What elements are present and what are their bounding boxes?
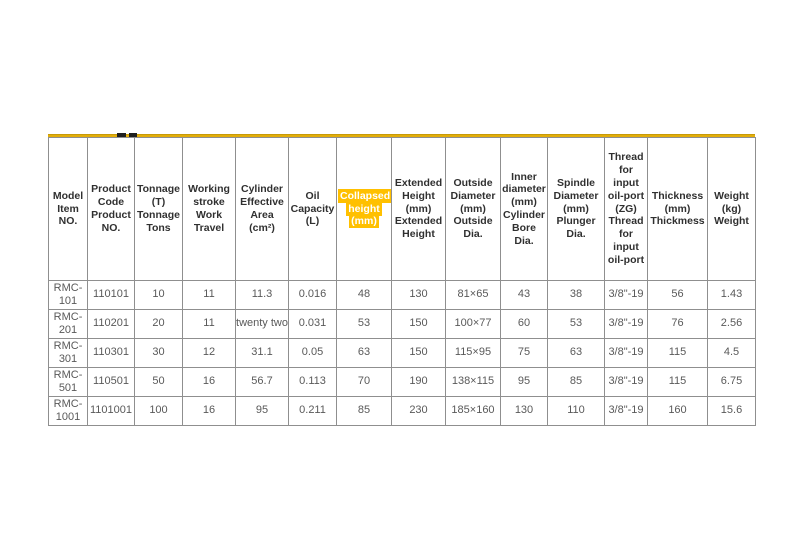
table-cell: 60 xyxy=(501,309,548,338)
table-row xyxy=(49,367,756,396)
header-text: Thickness (mm) Thickmess xyxy=(650,189,705,228)
spec-table-container xyxy=(48,134,755,426)
table-cell: 4.5 xyxy=(708,338,756,367)
table-cell: 110501 xyxy=(88,367,135,396)
table-cell: 0.031 xyxy=(289,309,337,338)
table-cell: RMC-301 xyxy=(49,338,88,367)
table-cell: 150 xyxy=(392,338,446,367)
table-cell: 110 xyxy=(548,396,605,425)
table-cell: 6.75 xyxy=(708,367,756,396)
table-cell: 20 xyxy=(135,309,183,338)
cropped-content-artifact xyxy=(129,133,137,137)
table-cell: 70 xyxy=(337,367,392,396)
table-header-row xyxy=(49,138,756,281)
table-cell: 100 xyxy=(135,396,183,425)
cropped-content-artifact xyxy=(117,133,126,137)
table-cell: 12 xyxy=(183,338,236,367)
column-header xyxy=(501,138,548,281)
table-row xyxy=(49,338,756,367)
table-cell: 56.7 xyxy=(236,367,289,396)
table-cell: 38 xyxy=(548,281,605,310)
column-header xyxy=(648,138,708,281)
table-cell: 1.43 xyxy=(708,281,756,310)
header-text: Tonnage (T) Tonnage Tons xyxy=(137,183,180,234)
table-cell: 16 xyxy=(183,367,236,396)
table-cell: 30 xyxy=(135,338,183,367)
table-cell: 75 xyxy=(501,338,548,367)
table-cell: RMC-201 xyxy=(49,309,88,338)
table-cell: RMC-101 xyxy=(49,281,88,310)
table-cell: 138×115 xyxy=(446,367,501,396)
table-cell: 43 xyxy=(501,281,548,310)
table-cell: 3/8"-19 xyxy=(605,309,648,338)
table-cell: 3/8"-19 xyxy=(605,338,648,367)
header-text: Model Item NO. xyxy=(52,189,84,228)
column-header xyxy=(236,138,289,281)
table-cell: RMC-1001 xyxy=(49,396,88,425)
table-cell: 115 xyxy=(648,338,708,367)
table-cell: 1101001 xyxy=(88,396,135,425)
table-cell: 110201 xyxy=(88,309,135,338)
table-cell: 115×95 xyxy=(446,338,501,367)
column-header xyxy=(605,138,648,281)
table-cell: 3/8"-19 xyxy=(605,367,648,396)
table-cell: 56 xyxy=(648,281,708,310)
table-cell: 130 xyxy=(501,396,548,425)
table-cell: 95 xyxy=(501,367,548,396)
highlighted-header-text: Collapsed height (mm) xyxy=(340,189,391,228)
column-header xyxy=(88,138,135,281)
table-cell: 3/8"-19 xyxy=(605,281,648,310)
table-cell: 100×77 xyxy=(446,309,501,338)
column-header xyxy=(289,138,337,281)
header-text: Extended Height (mm) Extended Height xyxy=(394,177,443,241)
table-row xyxy=(49,396,756,425)
table-cell: 50 xyxy=(135,367,183,396)
table-cell: 63 xyxy=(548,338,605,367)
header-text: Inner diameter (mm) Cylinder Bore Dia. xyxy=(502,170,546,247)
table-cell: 11.3 xyxy=(236,281,289,310)
table-cell: 110301 xyxy=(88,338,135,367)
table-cell: 150 xyxy=(392,309,446,338)
column-header xyxy=(183,138,236,281)
product-spec-table xyxy=(48,137,756,426)
table-cell: 3/8"-19 xyxy=(605,396,648,425)
table-cell: 48 xyxy=(337,281,392,310)
header-text: Weight (kg) Weight xyxy=(714,189,749,228)
column-header xyxy=(49,138,88,281)
column-header xyxy=(392,138,446,281)
table-cell: 0.113 xyxy=(289,367,337,396)
table-cell: 85 xyxy=(548,367,605,396)
column-header xyxy=(337,138,392,281)
table-cell: 81×65 xyxy=(446,281,501,310)
column-header xyxy=(548,138,605,281)
header-text: Working stroke Work Travel xyxy=(188,183,230,234)
table-cell: 63 xyxy=(337,338,392,367)
column-header xyxy=(708,138,756,281)
table-cell: 160 xyxy=(648,396,708,425)
table-cell: RMC-501 xyxy=(49,367,88,396)
column-header xyxy=(446,138,501,281)
table-cell: 130 xyxy=(392,281,446,310)
table-cell: 230 xyxy=(392,396,446,425)
table-cell: 0.05 xyxy=(289,338,337,367)
table-cell: 110101 xyxy=(88,281,135,310)
table-cell: 85 xyxy=(337,396,392,425)
table-cell: 10 xyxy=(135,281,183,310)
table-cell: 185×160 xyxy=(446,396,501,425)
table-cell: 0.016 xyxy=(289,281,337,310)
table-cell: 15.6 xyxy=(708,396,756,425)
table-cell: 11 xyxy=(183,281,236,310)
header-text: Product Code Product NO. xyxy=(91,183,131,234)
table-cell: 190 xyxy=(392,367,446,396)
table-cell: 31.1 xyxy=(236,338,289,367)
table-row xyxy=(49,281,756,310)
table-cell: 76 xyxy=(648,309,708,338)
table-cell: 16 xyxy=(183,396,236,425)
table-cell: 53 xyxy=(337,309,392,338)
table-cell: 0.211 xyxy=(289,396,337,425)
table-cell: 2.56 xyxy=(708,309,756,338)
header-text: Outside Diameter (mm) Outside Dia. xyxy=(450,177,496,241)
header-text: Oil Capacity (L) xyxy=(290,189,335,228)
column-header xyxy=(135,138,183,281)
table-cell: 115 xyxy=(648,367,708,396)
table-cell: twenty two xyxy=(236,309,289,338)
table-cell: 95 xyxy=(236,396,289,425)
table-row xyxy=(49,309,756,338)
header-text: Spindle Diameter (mm) Plunger Dia. xyxy=(553,177,599,241)
header-text: Cylinder Effective Area (cm²) xyxy=(240,183,284,234)
table-cell: 11 xyxy=(183,309,236,338)
table-cell: 53 xyxy=(548,309,605,338)
header-text: Thread for input oil-port (ZG) Thread for input oil-port xyxy=(607,151,645,266)
